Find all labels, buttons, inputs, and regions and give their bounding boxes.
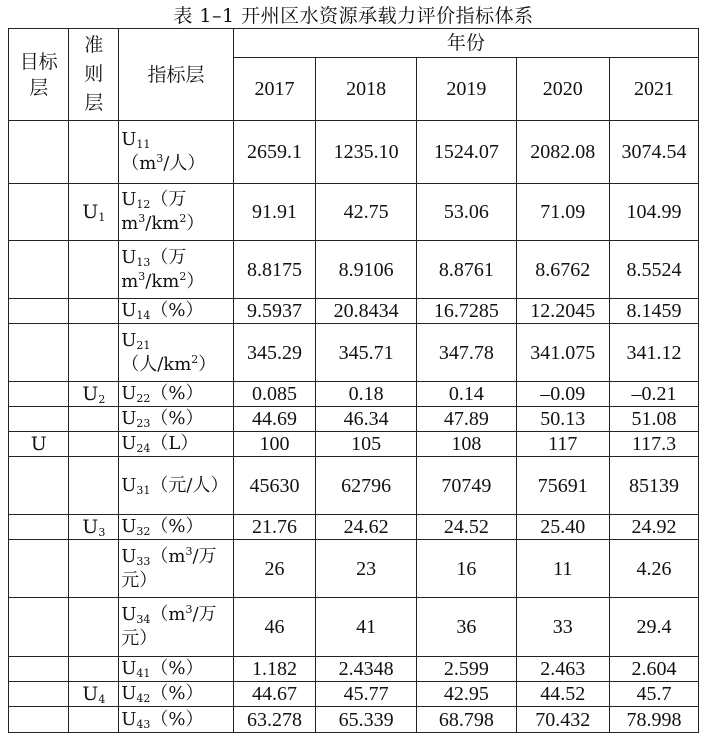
value-cell: 44.69 xyxy=(233,407,316,432)
value-cell: 46.34 xyxy=(316,407,417,432)
target-layer-label: 目标层 xyxy=(19,50,58,99)
criterion-cell xyxy=(69,598,119,657)
indicator-cell xyxy=(119,707,233,733)
value-cell: 36 xyxy=(417,598,517,657)
header-row-1 xyxy=(9,29,699,58)
value-cell: 33 xyxy=(516,598,609,657)
value-cell: 8.5524 xyxy=(609,241,698,299)
target-cell xyxy=(9,682,69,707)
table-row xyxy=(9,515,699,540)
year-col-header: 2018 xyxy=(316,58,417,121)
indicator-cell xyxy=(119,515,233,540)
target-cell xyxy=(9,299,69,324)
value-cell: 0.18 xyxy=(316,382,417,407)
value-cell: 1.182 xyxy=(233,657,316,682)
table-row xyxy=(9,382,699,407)
value-cell: 42.95 xyxy=(417,682,517,707)
indicator-label: $U_{24}(L)$ xyxy=(121,433,199,455)
indicator-cell xyxy=(119,682,233,707)
year-col-header: 2017 xyxy=(233,58,316,121)
value-cell: 8.8175 xyxy=(233,241,316,299)
value-cell: 50.13 xyxy=(516,407,609,432)
value-cell: –0.09 xyxy=(516,382,609,407)
value-cell: 45.7 xyxy=(609,682,698,707)
indicator-cell xyxy=(119,299,233,324)
indicator-cell xyxy=(119,540,233,598)
target-cell xyxy=(9,407,69,432)
value-cell: 70749 xyxy=(417,457,517,515)
target-cell xyxy=(9,598,69,657)
indicator-label: $U_{31}$（元/人） xyxy=(121,474,229,497)
value-cell: 45.77 xyxy=(316,682,417,707)
indicator-label: $U_{14}(\%)$ xyxy=(121,300,204,322)
value-cell: 65.339 xyxy=(316,707,417,733)
value-cell: 42.75 xyxy=(316,184,417,241)
value-cell: 62796 xyxy=(316,457,417,515)
year-col-header: 2019 xyxy=(417,58,517,121)
criterion-cell xyxy=(69,707,119,733)
value-cell: 9.5937 xyxy=(233,299,316,324)
table-row xyxy=(9,457,699,515)
value-cell: 2.599 xyxy=(417,657,517,682)
indicator-label: $U_{34}(m^3/$万元） xyxy=(121,603,217,649)
table-title: 表 1–1 开州区水资源承载力评价指标体系 xyxy=(173,5,534,27)
value-cell: 41 xyxy=(316,598,417,657)
indicator-cell xyxy=(119,382,233,407)
indicator-layer-header: 指标层 xyxy=(119,29,233,121)
indicator-cell xyxy=(119,324,233,382)
value-cell: 12.2045 xyxy=(516,299,609,324)
table-row xyxy=(9,324,699,382)
indicator-label: $U_{32}(\%)$ xyxy=(121,516,204,538)
value-cell: 24.92 xyxy=(609,515,698,540)
value-cell: 3074.54 xyxy=(609,121,698,184)
criterion-cell: $U_3$ xyxy=(69,515,119,540)
value-cell: 16 xyxy=(417,540,517,598)
year-header: 年份 xyxy=(233,29,698,58)
table-row xyxy=(9,407,699,432)
value-cell: 2659.1 xyxy=(233,121,316,184)
value-cell: 85139 xyxy=(609,457,698,515)
value-cell: 105 xyxy=(316,432,417,457)
criterion-cell xyxy=(69,407,119,432)
table-row xyxy=(9,657,699,682)
value-cell: 0.085 xyxy=(233,382,316,407)
indicator-label: $U_{41}(\%)$ xyxy=(121,658,204,680)
value-cell: 75691 xyxy=(516,457,609,515)
target-cell xyxy=(9,707,69,733)
value-cell: 108 xyxy=(417,432,517,457)
value-cell: 345.29 xyxy=(233,324,316,382)
indicator-cell xyxy=(119,184,233,241)
table-row xyxy=(9,241,699,299)
indicator-cell xyxy=(119,598,233,657)
target-cell: U xyxy=(9,432,69,457)
value-cell: 63.278 xyxy=(233,707,316,733)
indicator-cell xyxy=(119,241,233,299)
value-cell: 16.7285 xyxy=(417,299,517,324)
year-col-header: 2020 xyxy=(516,58,609,121)
value-cell: 2082.08 xyxy=(516,121,609,184)
target-cell xyxy=(9,382,69,407)
target-cell xyxy=(9,121,69,184)
value-cell: 2.4348 xyxy=(316,657,417,682)
target-cell xyxy=(9,324,69,382)
criterion-cell xyxy=(69,121,119,184)
table-row xyxy=(9,707,699,733)
criterion-cell: $U_2$ xyxy=(69,382,119,407)
criterion-cell xyxy=(69,457,119,515)
value-cell: 11 xyxy=(516,540,609,598)
indicator-label: $U_{43}(\%)$ xyxy=(121,708,204,731)
table-row xyxy=(9,299,699,324)
indicator-label: $U_{23}(\%)$ xyxy=(121,408,204,430)
target-cell xyxy=(9,515,69,540)
indicator-label: $U_{13}$（万$m^3/km^2$） xyxy=(121,246,205,292)
criterion-cell: $U_4$ xyxy=(69,682,119,707)
target-layer-header xyxy=(9,29,69,121)
table-row xyxy=(9,682,699,707)
value-cell: 1524.07 xyxy=(417,121,517,184)
value-cell: 8.6762 xyxy=(516,241,609,299)
table-row xyxy=(9,540,699,598)
value-cell: 91.91 xyxy=(233,184,316,241)
criterion-layer-header xyxy=(69,29,119,121)
indicator-cell xyxy=(119,407,233,432)
criterion-cell xyxy=(69,241,119,299)
value-cell: 347.78 xyxy=(417,324,517,382)
indicator-label: $U_{42}(\%)$ xyxy=(121,683,204,705)
value-cell: 345.71 xyxy=(316,324,417,382)
target-cell xyxy=(9,241,69,299)
value-cell: –0.21 xyxy=(609,382,698,407)
value-cell: 78.998 xyxy=(609,707,698,733)
value-cell: 8.1459 xyxy=(609,299,698,324)
criterion-cell xyxy=(69,657,119,682)
value-cell: 24.62 xyxy=(316,515,417,540)
table-body xyxy=(9,121,699,733)
value-cell: 4.26 xyxy=(609,540,698,598)
value-cell: 45630 xyxy=(233,457,316,515)
indicator-cell xyxy=(119,657,233,682)
criterion-cell xyxy=(69,540,119,598)
value-cell: 341.075 xyxy=(516,324,609,382)
criterion-layer-label: 准则层 xyxy=(84,34,104,114)
value-cell: 8.9106 xyxy=(316,241,417,299)
criterion-cell xyxy=(69,324,119,382)
target-cell xyxy=(9,540,69,598)
value-cell: 70.432 xyxy=(516,707,609,733)
indicator-label: $U_{22}(\%)$ xyxy=(121,383,204,405)
indicator-cell xyxy=(119,457,233,515)
value-cell: 26 xyxy=(233,540,316,598)
target-cell xyxy=(9,657,69,682)
value-cell: 104.99 xyxy=(609,184,698,241)
table-row xyxy=(9,184,699,241)
table-row xyxy=(9,432,699,457)
value-cell: 46 xyxy=(233,598,316,657)
criterion-cell xyxy=(69,299,119,324)
indicator-label: $U_{33}(m^3/$万元） xyxy=(121,544,217,591)
indicator-label: $U_{11}(m^3/$人） xyxy=(121,129,206,174)
value-cell: 44.67 xyxy=(233,682,316,707)
value-cell: 1235.10 xyxy=(316,121,417,184)
value-cell: 8.8761 xyxy=(417,241,517,299)
table-row xyxy=(9,598,699,657)
indicator-label: $U_{12}$（万$m^3/km^2$） xyxy=(121,189,205,234)
value-cell: 23 xyxy=(316,540,417,598)
value-cell: 0.14 xyxy=(417,382,517,407)
value-cell: 47.89 xyxy=(417,407,517,432)
value-cell: 2.604 xyxy=(609,657,698,682)
year-col-header: 2021 xyxy=(609,58,698,121)
criterion-cell xyxy=(69,432,119,457)
value-cell: 68.798 xyxy=(417,707,517,733)
value-cell: 117.3 xyxy=(609,432,698,457)
indicator-table xyxy=(8,28,699,733)
criterion-cell: $U_1$ xyxy=(69,184,119,241)
value-cell: 117 xyxy=(516,432,609,457)
value-cell: 20.8434 xyxy=(316,299,417,324)
table-row xyxy=(9,121,699,184)
indicator-cell xyxy=(119,121,233,184)
indicator-cell xyxy=(119,432,233,457)
target-cell xyxy=(9,457,69,515)
indicator-label: $U_{21}$（人$/km^2$） xyxy=(121,329,217,375)
target-cell xyxy=(9,184,69,241)
value-cell: 100 xyxy=(233,432,316,457)
value-cell: 24.52 xyxy=(417,515,517,540)
value-cell: 25.40 xyxy=(516,515,609,540)
value-cell: 51.08 xyxy=(609,407,698,432)
value-cell: 71.09 xyxy=(516,184,609,241)
value-cell: 44.52 xyxy=(516,682,609,707)
value-cell: 2.463 xyxy=(516,657,609,682)
value-cell: 53.06 xyxy=(417,184,517,241)
value-cell: 21.76 xyxy=(233,515,316,540)
value-cell: 341.12 xyxy=(609,324,698,382)
value-cell: 29.4 xyxy=(609,598,698,657)
